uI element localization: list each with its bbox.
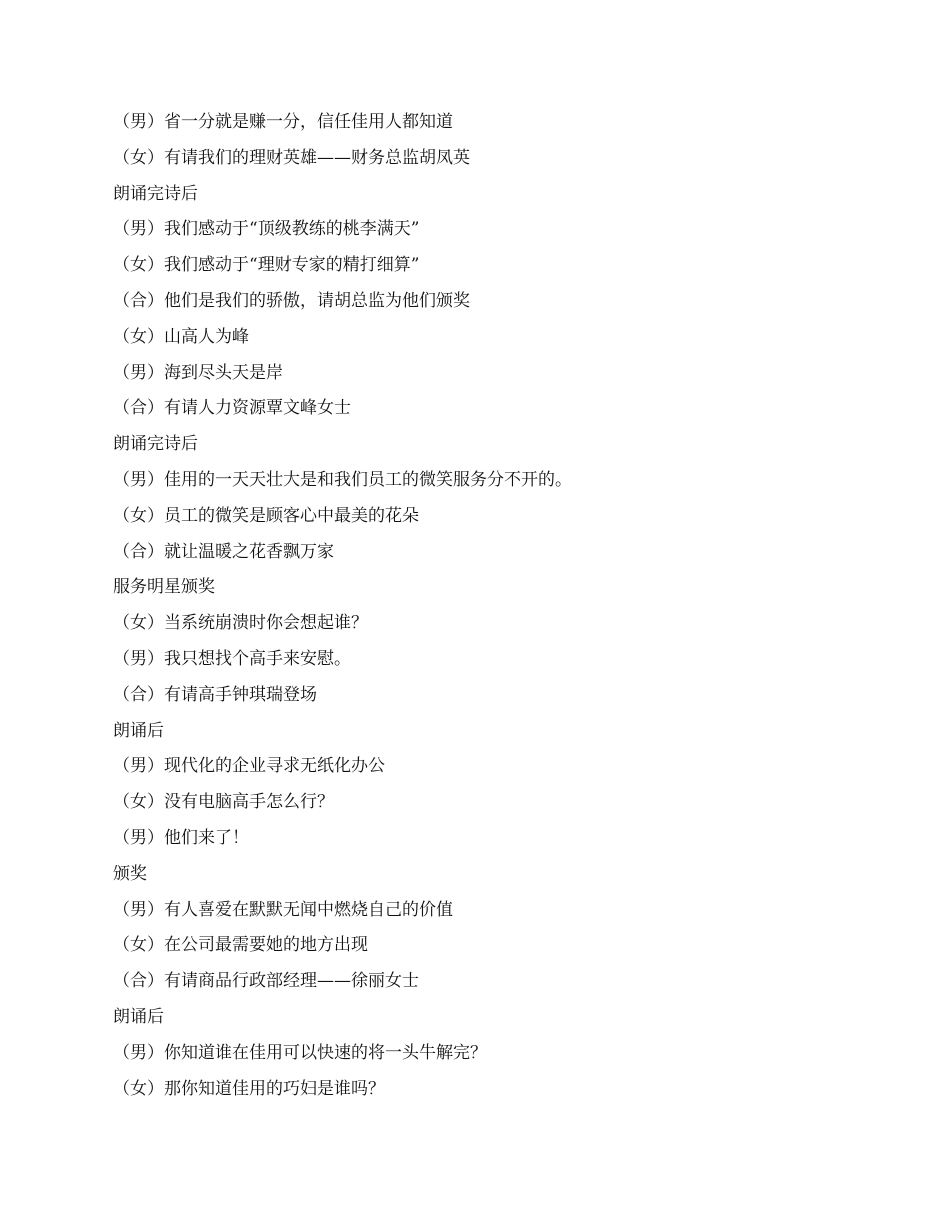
text-line: （男）我们感动于“顶级教练的桃李满天” xyxy=(113,219,420,240)
section-label: 颁奖 xyxy=(113,863,147,884)
section-label: 朗诵后 xyxy=(113,720,164,741)
text-line: （女）有请我们的理财英雄——财务总监胡凤英 xyxy=(113,147,470,168)
text-line: （合）有请人力资源覃文峰女士 xyxy=(113,398,351,419)
text-line: （女）山高人为峰 xyxy=(113,326,249,347)
text-line: （男）海到尽头天是岸 xyxy=(113,362,283,383)
text-line: （男）现代化的企业寻求无纸化办公 xyxy=(113,756,385,777)
section-label: 朗诵完诗后 xyxy=(113,434,198,455)
section-label: 朗诵后 xyxy=(113,1006,164,1027)
text-line: （男）有人喜爱在默默无闻中燃烧自己的价值 xyxy=(113,899,453,920)
text-line: （合）就让温暖之花香飘万家 xyxy=(113,541,334,562)
text-line: （合）他们是我们的骄傲，请胡总监为他们颁奖 xyxy=(113,290,470,311)
text-line: （女）没有电脑高手怎么行？ xyxy=(113,792,334,813)
text-line: （男）你知道谁在佳用可以快速的将一头牛解完？ xyxy=(113,1042,487,1063)
section-label: 服务明星颁奖 xyxy=(113,577,215,598)
text-line: （女）员工的微笑是顾客心中最美的花朵 xyxy=(113,505,419,526)
text-line: （女）我们感动于“理财专家的精打细算” xyxy=(113,255,420,276)
document-body xyxy=(113,105,873,1107)
text-line: （男）他们来了！ xyxy=(113,827,249,848)
text-line: （女）在公司最需要她的地方出现 xyxy=(113,935,368,956)
text-line: （男）我只想找个高手来安慰。 xyxy=(113,648,351,669)
text-line: （男）省一分就是赚一分，信任佳用人都知道 xyxy=(113,112,453,132)
section-label: 朗诵完诗后 xyxy=(113,183,198,204)
text-line: （合）有请商品行政部经理——徐丽女士 xyxy=(113,971,419,992)
text-line: （女）当系统崩溃时你会想起谁？ xyxy=(113,613,368,634)
text-line: （男）佳用的一天天壮大是和我们员工的微笑服务分不开的。 xyxy=(113,469,572,490)
text-line: （合）有请高手钟琪瑞登场 xyxy=(113,684,317,705)
text-line: （女）那你知道佳用的巧妇是谁吗？ xyxy=(113,1078,385,1099)
